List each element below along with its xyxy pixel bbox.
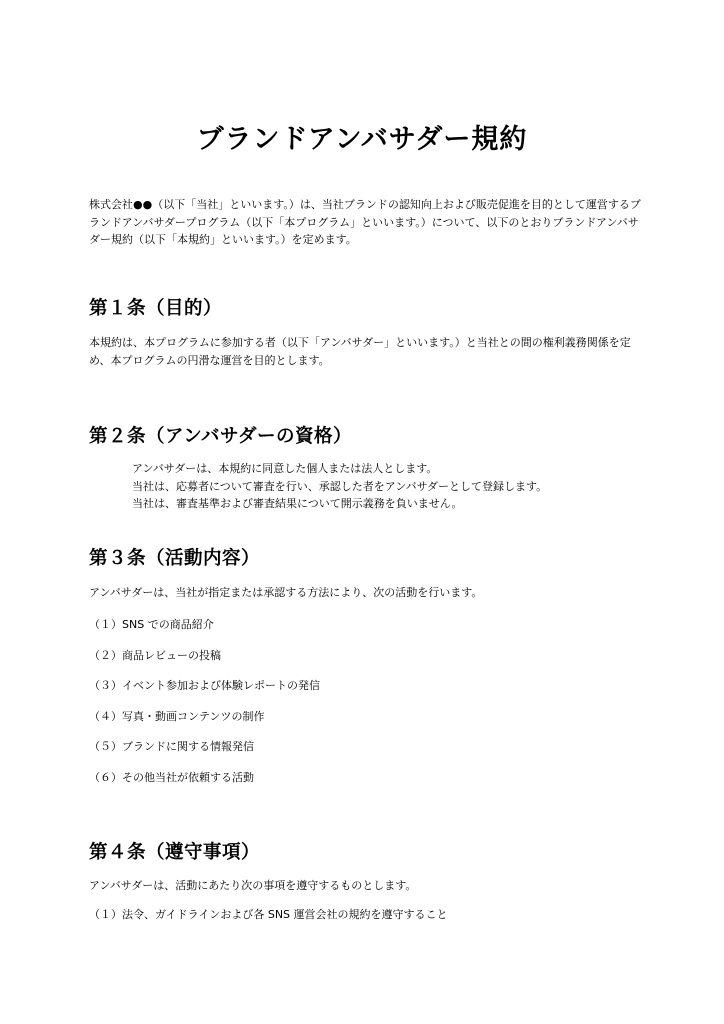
list-item: （２）商品レビューの投稿 xyxy=(89,648,221,662)
article-2-heading: 第２条（アンバサダーの資格） xyxy=(89,426,353,447)
article-2-list xyxy=(132,460,547,513)
article-3-heading: 第３条（活動内容） xyxy=(89,548,261,569)
intro-paragraph: 株式会社●●（以下「当社」といいます。）は、当社ブランドの認知向上および販売促進を目的として運営するブランドアンバサダープログラム（以下「本プログラム」といいます。）について、以下のとおりブランドアンバサダー規約（以下「本規約」といいます。）を定めます。 xyxy=(89,198,641,246)
article-4-heading: 第４条（遵守事項） xyxy=(89,842,261,863)
list-item: （４）写真・動画コンテンツの制作 xyxy=(89,709,265,723)
article-3-item-list xyxy=(89,617,320,800)
list-item: （５）ブランドに関する情報発信 xyxy=(89,740,254,753)
list-item: （１）SNS での商品紹介 xyxy=(89,618,214,631)
document-title: ブランドアンバサダー規約 xyxy=(196,124,528,155)
list-item: （３）イベント参加および体験レポートの発信 xyxy=(89,679,320,692)
article-4-item-list xyxy=(89,907,448,938)
article-2-line: 当社は、応募者について審査を行い、承認した者をアンバサダーとして登録します。 xyxy=(132,479,548,493)
article-1-heading: 第１条（目的） xyxy=(89,298,223,319)
article-2-line: 当社は、審査基準および審査結果について開示義務を負いません。 xyxy=(132,497,463,510)
article-4-text: アンバサダーは、活動にあたり次の事項を遵守するものとします。 xyxy=(89,879,417,892)
article-2-line: アンバサダーは、本規約に同意した個人または法人とします。 xyxy=(132,462,438,475)
article-1-text: 本規約は、本プログラムに参加する者（以下「アンバサダー」といいます。）と当社との間の権利義務関係を定め、本プログラムの円滑な運営を目的とします。 xyxy=(89,336,631,367)
article-3-text: アンバサダーは、当社が指定または承認する方法により、次の活動を行います。 xyxy=(89,586,483,599)
list-item: （６）その他当社が依頼する活動 xyxy=(89,770,254,784)
list-item: （１）法令、ガイドラインおよび各 SNS 運営会社の規約を遵守すること xyxy=(89,908,448,921)
